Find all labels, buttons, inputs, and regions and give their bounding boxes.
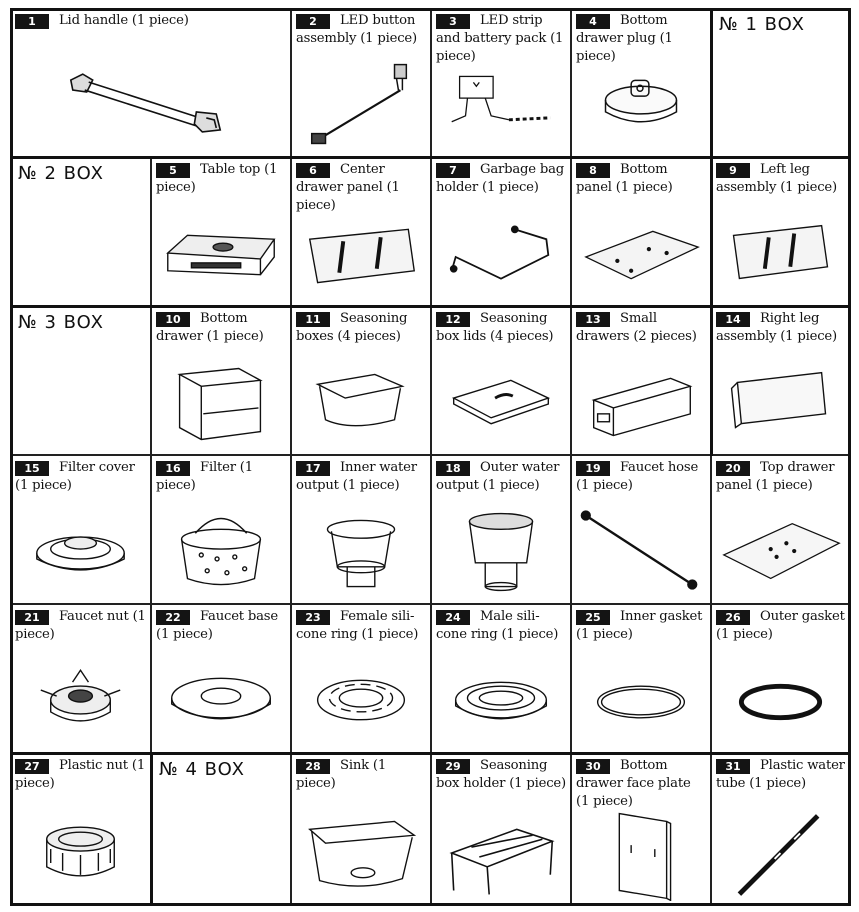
box-divider <box>10 8 851 11</box>
part-cell-20 <box>711 455 850 604</box>
part-cell-6 <box>291 157 431 306</box>
part-number: 15 <box>15 461 49 476</box>
part-number: 9 <box>716 163 750 178</box>
part-cell-15 <box>10 455 151 604</box>
part-number: 29 <box>436 759 470 774</box>
part-cell-30 <box>571 753 711 906</box>
part-number: 27 <box>15 759 49 774</box>
part-cell-26 <box>711 604 850 753</box>
center-panel-icon <box>292 209 430 301</box>
drawer-plug-icon <box>572 60 710 152</box>
part-cell-27 <box>10 753 151 906</box>
part-label: Plastic nut (1 piece) <box>15 758 146 791</box>
box-title: № 4 BOX <box>159 759 245 780</box>
part-cell-2 <box>291 8 431 157</box>
part-number: 22 <box>156 610 190 625</box>
part-cell-21 <box>10 604 151 753</box>
part-number: 20 <box>716 461 750 476</box>
part-cell-4 <box>571 8 711 157</box>
part-label: Outer water output (1 piece) <box>436 460 560 493</box>
part-number: 4 <box>576 14 610 29</box>
part-label: Faucet hose (1 piece) <box>576 460 699 493</box>
part-number: 23 <box>296 610 330 625</box>
faucet-hose-icon <box>572 507 710 599</box>
bottom-panel-icon <box>572 209 710 301</box>
led-strip-icon <box>432 60 570 152</box>
box-holder-icon <box>432 809 570 901</box>
part-label: Left leg assembly (1 piece) <box>716 162 837 195</box>
box-divider <box>10 156 851 159</box>
part-label: Garbage bag holder (1 piece) <box>436 162 564 195</box>
parts-grid <box>10 8 850 906</box>
part-number: 7 <box>436 163 470 178</box>
part-number: 28 <box>296 759 330 774</box>
part-number: 10 <box>156 312 190 327</box>
box-section-1 <box>711 8 850 157</box>
part-cell-17 <box>291 455 431 604</box>
part-label: Top drawer panel (1 piece) <box>716 460 835 493</box>
part-label: Lid handle (1 piece) <box>59 13 189 28</box>
part-label: LED strip and battery pack (1 piece) <box>436 13 564 64</box>
part-label: Table top (1 piece) <box>156 162 278 195</box>
part-cell-24 <box>431 604 571 753</box>
box-divider <box>10 752 851 755</box>
part-cell-13 <box>571 306 711 455</box>
part-cell-5 <box>151 157 291 306</box>
right-leg-icon <box>712 358 849 450</box>
part-label: Center drawer panel (1 piece) <box>296 162 400 213</box>
part-number: 16 <box>156 461 190 476</box>
box-divider <box>150 752 153 906</box>
small-drawer-icon <box>572 358 710 450</box>
lid-handle-icon <box>11 60 290 152</box>
faucet-base-icon <box>152 656 290 748</box>
part-label: Right leg assembly (1 piece) <box>716 311 837 344</box>
part-number: 13 <box>576 312 610 327</box>
part-number: 12 <box>436 312 470 327</box>
part-label: Outer gasket (1 piece) <box>716 609 845 642</box>
part-label: Sink (1 piece) <box>296 758 387 791</box>
filter-basket-icon <box>152 507 290 599</box>
part-cell-8 <box>571 157 711 306</box>
box-divider <box>10 305 851 308</box>
part-cell-31 <box>711 753 850 906</box>
part-cell-29 <box>431 753 571 906</box>
male-ring-icon <box>432 656 570 748</box>
box-section-3 <box>10 306 151 455</box>
box-title: № 3 BOX <box>18 312 104 333</box>
filter-cover-icon <box>11 507 150 599</box>
box-title: № 2 BOX <box>18 163 104 184</box>
plastic-nut-icon <box>11 809 150 901</box>
top-panel-icon <box>712 507 849 599</box>
part-number: 25 <box>576 610 610 625</box>
part-label: Male sili- cone ring (1 piece) <box>436 609 559 642</box>
part-cell-16 <box>151 455 291 604</box>
box-section-2 <box>10 157 151 306</box>
part-label: Bottom drawer face plate (1 piece) <box>576 758 691 809</box>
part-number: 26 <box>716 610 750 625</box>
part-number: 24 <box>436 610 470 625</box>
part-cell-23 <box>291 604 431 753</box>
part-cell-10 <box>151 306 291 455</box>
part-number: 6 <box>296 163 330 178</box>
female-ring-icon <box>292 656 430 748</box>
part-number: 2 <box>296 14 330 29</box>
part-number: 19 <box>576 461 610 476</box>
outer-gasket-icon <box>712 656 849 748</box>
water-tube-icon <box>712 809 849 901</box>
table-top-icon <box>152 209 290 301</box>
box-divider <box>710 8 713 456</box>
faucet-nut-icon <box>11 656 150 748</box>
part-label: Seasoning boxes (4 pieces) <box>296 311 408 344</box>
part-cell-25 <box>571 604 711 753</box>
part-cell-28 <box>291 753 431 906</box>
part-label: Seasoning box holder (1 piece) <box>436 758 566 791</box>
part-label: Faucet nut (1 piece) <box>15 609 146 642</box>
part-number: 3 <box>436 14 470 29</box>
outer-output-icon <box>432 507 570 599</box>
inner-output-icon <box>292 507 430 599</box>
part-number: 21 <box>15 610 49 625</box>
part-label: Faucet base (1 piece) <box>156 609 278 642</box>
box-divider <box>848 8 851 906</box>
led-button-icon <box>292 60 430 152</box>
box-section-4 <box>151 753 291 906</box>
part-label: Plastic water tube (1 piece) <box>716 758 845 791</box>
box-title: № 1 BOX <box>719 14 805 35</box>
part-number: 11 <box>296 312 330 327</box>
part-label: LED button assembly (1 piece) <box>296 13 417 46</box>
left-leg-icon <box>712 209 849 301</box>
part-number: 8 <box>576 163 610 178</box>
part-label: Filter (1 piece) <box>156 460 253 493</box>
face-plate-icon <box>572 809 710 901</box>
part-cell-7 <box>431 157 571 306</box>
part-cell-9 <box>711 157 850 306</box>
part-cell-22 <box>151 604 291 753</box>
box-divider <box>10 8 13 906</box>
part-number: 17 <box>296 461 330 476</box>
part-number: 1 <box>15 14 49 29</box>
bottom-drawer-icon <box>152 358 290 450</box>
seasoning-box-icon <box>292 358 430 450</box>
part-cell-12 <box>431 306 571 455</box>
box-lid-icon <box>432 358 570 450</box>
part-number: 14 <box>716 312 750 327</box>
inner-gasket-icon <box>572 656 710 748</box>
sink-icon <box>292 809 430 901</box>
part-label: Female sili- cone ring (1 piece) <box>296 609 419 642</box>
part-number: 18 <box>436 461 470 476</box>
part-label: Inner gasket (1 piece) <box>576 609 703 642</box>
part-number: 5 <box>156 163 190 178</box>
part-label: Filter cover (1 piece) <box>15 460 135 493</box>
part-cell-11 <box>291 306 431 455</box>
box-divider <box>10 903 851 906</box>
part-label: Bottom panel (1 piece) <box>576 162 673 195</box>
part-label: Bottom drawer (1 piece) <box>156 311 264 344</box>
bag-holder-icon <box>432 209 570 301</box>
part-number: 30 <box>576 759 610 774</box>
part-label: Inner water output (1 piece) <box>296 460 417 493</box>
part-cell-3 <box>431 8 571 157</box>
part-cell-19 <box>571 455 711 604</box>
part-cell-14 <box>711 306 850 455</box>
part-cell-18 <box>431 455 571 604</box>
part-label: Seasoning box lids (4 pieces) <box>436 311 554 344</box>
part-label: Small drawers (2 pieces) <box>576 311 697 344</box>
part-number: 31 <box>716 759 750 774</box>
part-label: Bottom drawer plug (1 piece) <box>576 13 673 64</box>
part-cell-1 <box>10 8 291 157</box>
